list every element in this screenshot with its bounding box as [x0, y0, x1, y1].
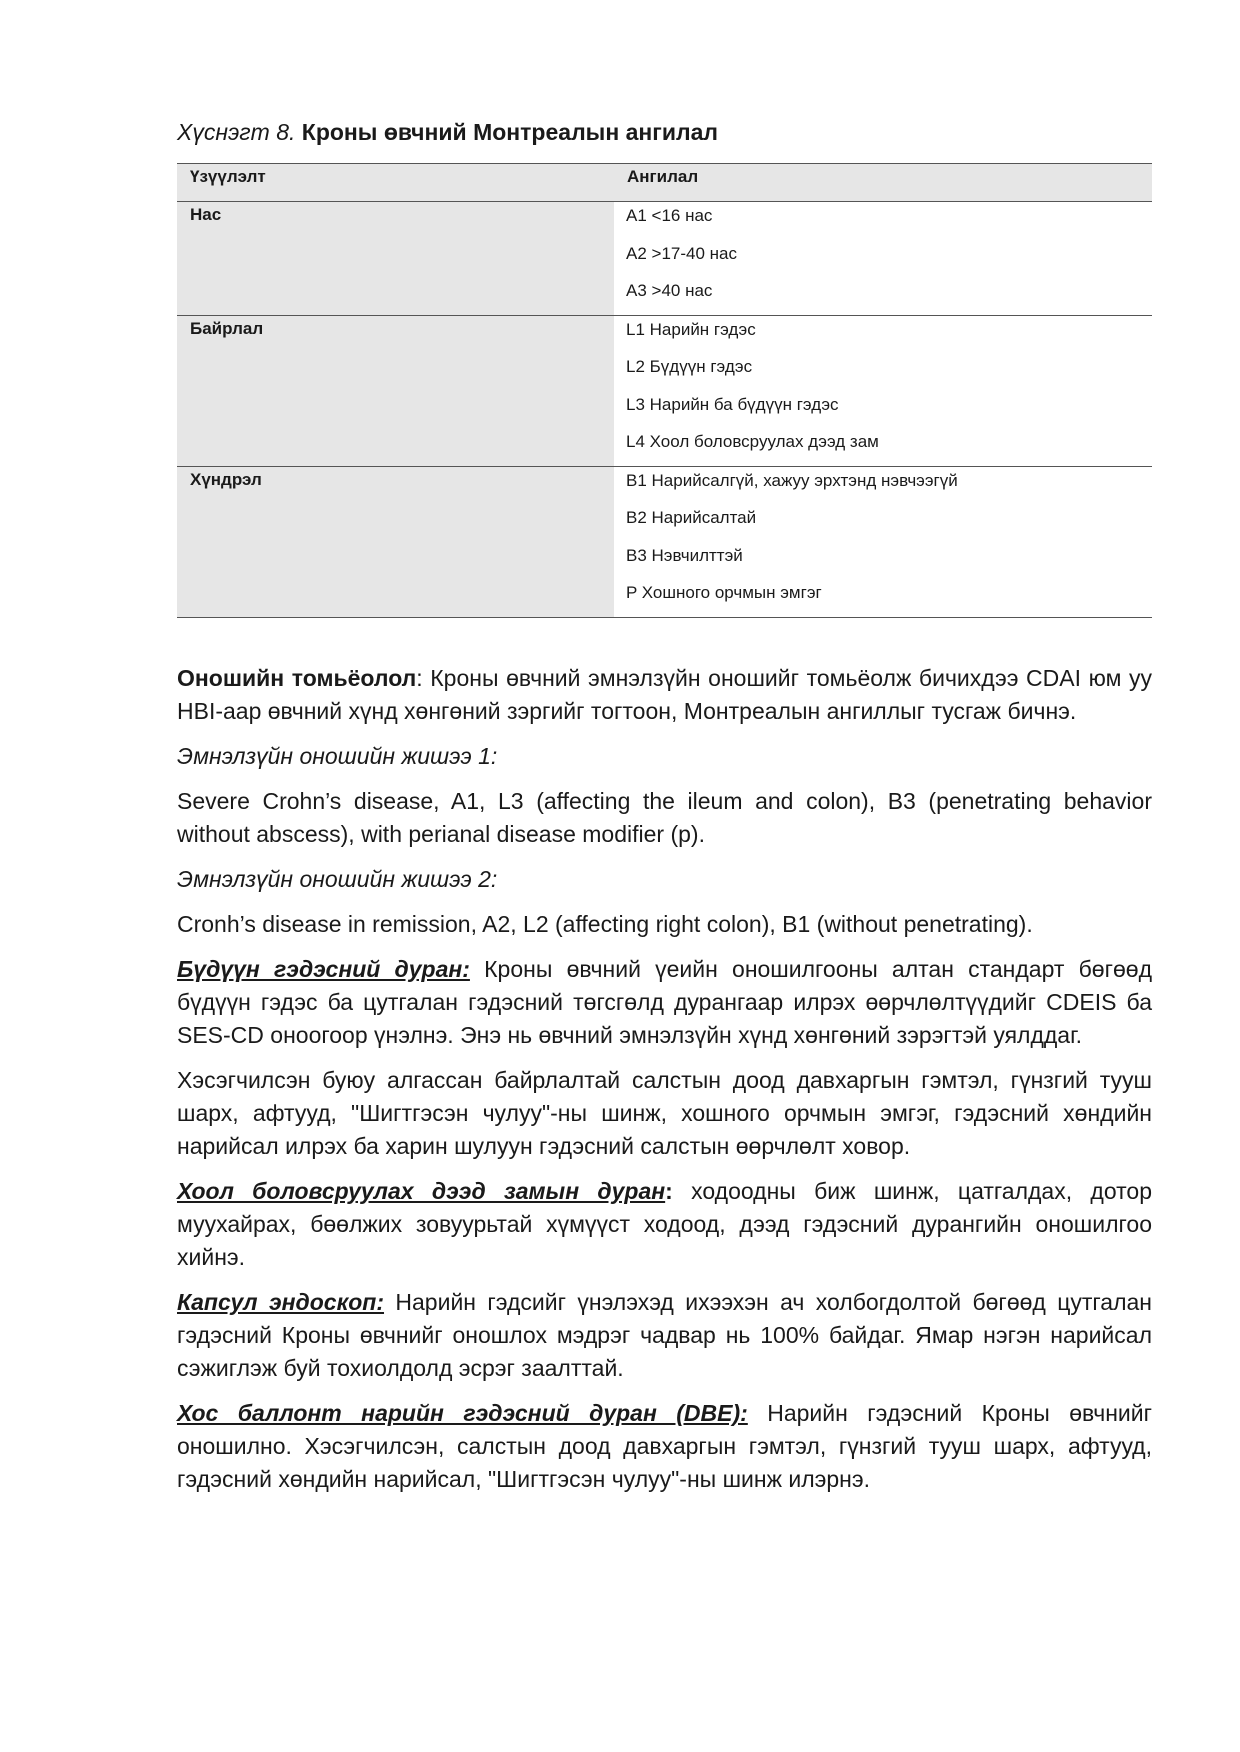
paragraph-colon: : [665, 1178, 673, 1204]
paragraph-diagnosis-formulation [177, 662, 1152, 728]
paragraph-text: Нарийн гэдэсний Кроны өвчнийг оношилно. Хэсэгчилсэн, салстын доод давхаргын гэмтэл, гүнзгий тууш шарх, афтууд, гэдэсний хөндийн нарийсал, "Шигтгэсэн чулуу"-ны шинж илэрнэ. [177, 1400, 1152, 1492]
paragraph-lesions: Хэсэгчилсэн буюу алгассан байрлалтай салстын доод давхаргын гэмтэл, гүнзгий тууш шарх, афтууд, "Шигтгэсэн чулуу"-ны шинж, хошного орчмын эмгэг, гэдэсний хөндийн нарийсал илрэх ба харин шулуун гэдэсний салстын өөрчлөлт ховор. [177, 1067, 1152, 1159]
header-category: Ангилал [614, 164, 1152, 202]
table-row [177, 315, 1152, 466]
paragraph-lead: Оношийн томьёолол [177, 665, 417, 691]
montreal-classification-table [177, 163, 1152, 618]
paragraph-upper-gi-endoscopy [177, 1175, 1152, 1274]
category-item: A2 >17-40 нас [626, 243, 737, 263]
paragraph-lead: Бүдүүн гэдэсний дуран: [177, 956, 470, 982]
category-item: L4 Хоол боловсруулах дээд зам [626, 432, 879, 451]
table-row [177, 202, 1152, 316]
paragraph-text: : Кроны өвчний эмнэлзүйн оношийг томьёолж бичихдээ CDAI юм уу HBI-аар өвчний хүнд хөнгөний зэргийг тогтоон, Монтреалын ангиллыг тусгаж бичнэ. [177, 665, 1152, 724]
paragraph-text: ходоодны биж шинж, цатгалдах, дотор муухайрах, бөөлжих зовуурьтай хүмүүст ходоод, дээд гэдэсний дурангийн оношилгоо хийнэ. [177, 1178, 1152, 1270]
paragraph-text: Нарийн гэдсийг үнэлэхэд ихээхэн ач холбогдолтой бөгөөд цутгалан гэдэсний Кроны өвчнийг оношлох мэдрэг чадвар нь 100% байдаг. Ямар нэгэн нарийсал сэжиглэж буй тохиолдолд эсрэг заалттай. [177, 1289, 1152, 1381]
example-2-text: Cronh’s disease in remission, A2, L2 (affecting right colon), B1 (without penetrating). [177, 911, 1033, 937]
category-item: A3 >40 нас [626, 281, 713, 300]
paragraph-lead: Капсул эндоскоп: [177, 1289, 385, 1315]
paragraph-capsule-endoscopy [177, 1286, 1152, 1385]
category-item: L1 Нарийн гэдэс [626, 319, 756, 339]
category-item: B1 Нарийсалгүй, хажуу эрхтэнд нэвчээгүй [626, 470, 958, 490]
category-item: A1 <16 нас [626, 206, 713, 225]
paragraph-text: Кроны өвчний үеийн оношилгооны алтан стандарт бөгөөд бүдүүн гэдэс ба цутгалан гэдэсний төгсгөлд дурангаар илрэх өөрчлөлтүүдийг CDEIS ба SES-CD оноогоор үнэлнэ. Энэ нь өвчний эмнэлзүйн хүнд хөнгөний зэрэгтэй уялддаг. [177, 956, 1152, 1048]
row-categories-location [614, 315, 1152, 466]
row-indicator-age: Нас [177, 202, 614, 316]
category-item: L2 Бүдүүн гэдэс [626, 357, 753, 376]
row-indicator-location: Байрлал [177, 315, 614, 466]
paragraph-lead: Хос баллонт нарийн гэдэсний дуран (DBE): [177, 1400, 748, 1426]
example-2-label: Эмнэлзүйн оношийн жишээ 2: [177, 866, 498, 892]
table-row [177, 466, 1152, 617]
example-1-label: Эмнэлзүйн оношийн жишээ 1: [177, 743, 498, 769]
example-1-text: Severe Crohn’s disease, A1, L3 (affecting the ileum and colon), B3 (penetrating behavior without abscess), with perianal disease modifier (p). [177, 788, 1152, 847]
caption-label: Хүснэгт 8. [177, 119, 296, 145]
row-categories-complication [614, 466, 1152, 617]
row-categories-age [614, 202, 1152, 316]
category-item: B3 Нэвчилттэй [626, 545, 743, 565]
row-indicator-complication: Хүндрэл [177, 466, 614, 617]
paragraph-colonoscopy [177, 953, 1152, 1052]
body-text [177, 662, 1152, 1508]
table-header-row [177, 164, 1152, 202]
category-item: B2 Нарийсалтай [626, 508, 757, 527]
table-caption [177, 117, 718, 147]
paragraph-double-balloon-enteroscopy [177, 1397, 1152, 1496]
category-item: P Хошного орчмын эмгэг [626, 583, 822, 602]
category-item: L3 Нарийн ба бүдүүн гэдэс [626, 394, 839, 414]
paragraph-lead: Хоол боловсруулах дээд замын дуран [177, 1178, 666, 1204]
caption-title: Кроны өвчний Монтреалын ангилал [301, 119, 719, 145]
header-indicator: Үзүүлэлт [177, 164, 614, 202]
